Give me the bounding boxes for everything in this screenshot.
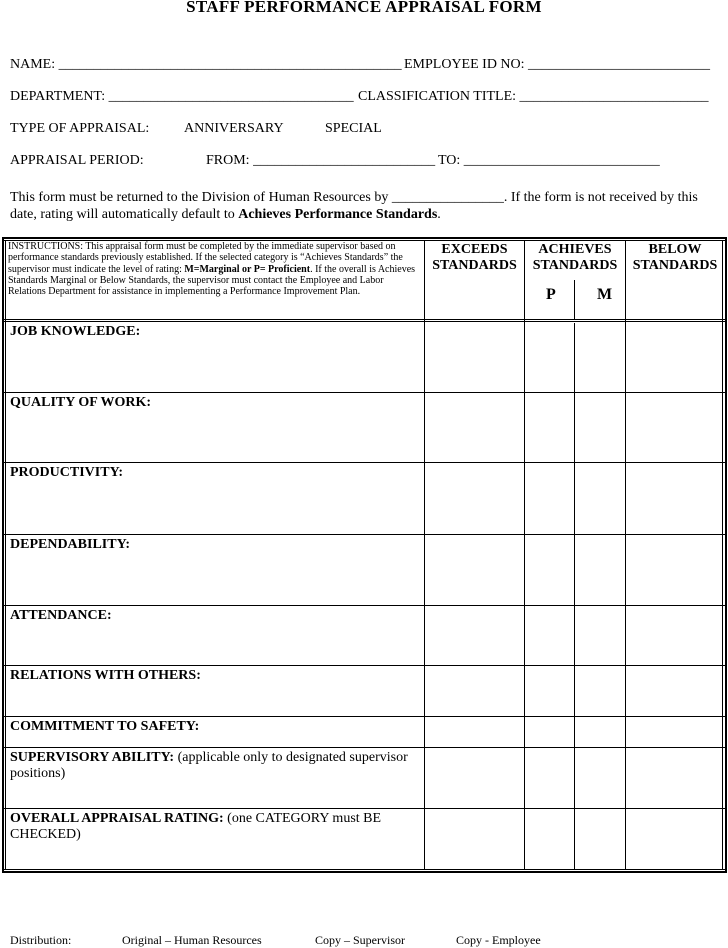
achieves-standards-header: ACHIEVES STANDARDS [532, 242, 618, 273]
exceeds-standards-header: EXCEEDS STANDARDS [432, 242, 517, 273]
appraisal-period-label: APPRAISAL PERIOD: [10, 153, 144, 168]
instructions-rating-levels: M=Marginal or P= Proficient [184, 263, 311, 275]
table-inner-bottom-line [3, 869, 725, 870]
period-from-field[interactable]: FROM: __________________________ [206, 153, 436, 168]
return-notice [10, 189, 710, 223]
type-anniversary-option[interactable]: ANNIVERSARY [184, 121, 284, 136]
notice-end: . [437, 207, 441, 222]
col-divider-below [625, 240, 626, 870]
productivity-label: PRODUCTIVITY: [10, 465, 124, 480]
row-divider-8 [3, 808, 725, 809]
col-divider-achieves [524, 240, 525, 870]
marginal-header: M [597, 286, 613, 303]
period-to-field[interactable]: TO: ____________________________ [438, 153, 660, 168]
distribution-supervisor-copy: Copy – Supervisor [315, 933, 405, 947]
classification-title-field[interactable]: CLASSIFICATION TITLE: ___________________________ [358, 89, 709, 104]
return-notice-text: This form must be returned to the Division of Human Resources by ________________. If the form is not received by this date, rating will automatically default to [10, 190, 698, 222]
header-divider [3, 319, 725, 322]
distribution-label: Distribution: [10, 933, 72, 947]
attendance-label: ATTENDANCE: [10, 608, 112, 623]
table-inner-right-line [722, 240, 723, 870]
row-divider-1 [3, 392, 725, 393]
overall-rating-title: OVERALL APPRAISAL RATING: [10, 811, 224, 826]
row-divider-2 [3, 462, 725, 463]
row-divider-7 [3, 747, 725, 748]
name-field[interactable]: NAME: _________________________________________________ [10, 57, 402, 72]
supervisory-ability-label [10, 750, 415, 782]
supervisory-ability-title: SUPERVISORY ABILITY: [10, 750, 175, 765]
col-divider-exceeds [424, 240, 425, 870]
below-standards-header: BELOW STANDARDS [632, 242, 718, 273]
col-divider-pm [574, 323, 575, 870]
form-title: STAFF PERFORMANCE APPRAISAL FORM [186, 0, 542, 16]
dependability-label: DEPENDABILITY: [10, 537, 131, 552]
instructions-text [8, 241, 418, 297]
department-field[interactable]: DEPARTMENT: ___________________________________ [10, 89, 354, 104]
type-of-appraisal-label: TYPE OF APPRAISAL: [10, 121, 150, 136]
distribution-original: Original – Human Resources [122, 933, 262, 947]
type-special-option[interactable]: SPECIAL [325, 121, 382, 136]
row-divider-3 [3, 534, 725, 535]
instructions-part1: INSTRUCTIONS: This appraisal form must be completed by the immediate supervisor based on performance standards previously established. If the selected category is “Achieves Standards” the supervisor must indicate the level of rating: [8, 241, 403, 275]
row-divider-4 [3, 605, 725, 606]
employee-id-field[interactable]: EMPLOYEE ID NO: __________________________ [404, 57, 711, 72]
row-divider-5 [3, 665, 725, 666]
pm-header-divider [574, 280, 575, 320]
commitment-to-safety-label: COMMITMENT TO SAFETY: [10, 719, 200, 734]
relations-with-others-label: RELATIONS WITH OTHERS: [10, 668, 201, 683]
supervisory-ability-note: (applicable only to designated supervisor positions) [10, 750, 408, 781]
job-knowledge-label: JOB KNOWLEDGE: [10, 324, 141, 339]
overall-rating-note: (one CATEGORY must BE CHECKED) [10, 811, 382, 842]
instructions-part2: . If the overall is Achieves Standards Marginal or Below Standards, the supervisor must contact the Employee and Labor Relations Department for assistance in implementing a Performance Improvement Plan. [8, 263, 416, 298]
proficient-header: P [546, 286, 556, 303]
distribution-employee-copy: Copy - Employee [456, 933, 541, 947]
table-inner-left-line [5, 240, 6, 870]
row-divider-6 [3, 716, 725, 717]
quality-of-work-label: QUALITY OF WORK: [10, 395, 152, 410]
overall-rating-label [10, 811, 415, 843]
default-rating-text: Achieves Performance Standards [238, 207, 438, 222]
